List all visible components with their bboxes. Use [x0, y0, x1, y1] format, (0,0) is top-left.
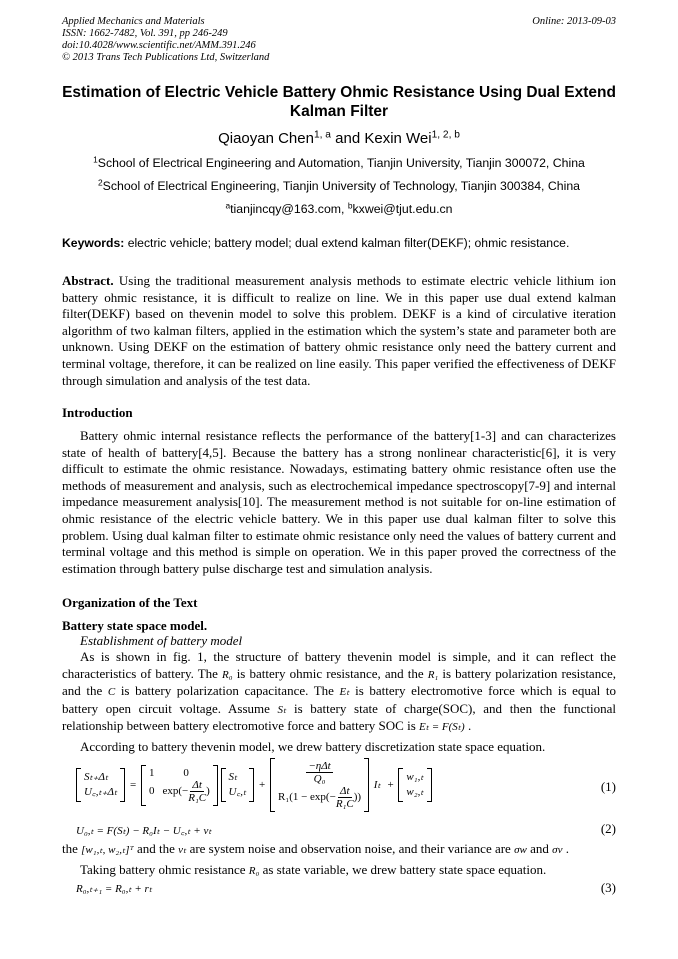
- exp-close: ): [206, 784, 210, 797]
- math-c: C: [107, 686, 116, 699]
- text-run: is battery electromotive force which is equal to battery open circuit voltage. Assume: [62, 683, 616, 716]
- fraction-den: Q₀: [313, 773, 326, 785]
- model-paragraph-2: According to battery thevenin model, we drew battery discretization state space equation.: [80, 739, 546, 754]
- affiliation-1-text: School of Electrical Engineering and Automation, Tianjin University, Tianjin 300072, China: [97, 156, 585, 170]
- subsubsection-heading: Establishment of battery model: [80, 633, 243, 648]
- equation-2: U₀,ₜ = F(Sₜ) − R₀Iₜ − U꜀,ₜ + vₜ: [76, 825, 212, 837]
- matrix-cell: 0: [148, 785, 155, 797]
- math-v: vₜ: [178, 844, 187, 856]
- text-run: is battery polarization resistance, and the: [62, 665, 616, 699]
- math-w: [w₁,ₜ, w₂,ₜ]ᵀ: [81, 844, 134, 856]
- fraction: [336, 785, 354, 810]
- math-r0: R₀: [248, 865, 260, 877]
- text-run: the: [62, 841, 82, 856]
- issn-line: ISSN: 1662-7482, Vol. 391, pp 246-249: [62, 28, 228, 39]
- fraction: [188, 779, 206, 804]
- fraction-den: R₁C: [335, 798, 354, 810]
- matrix-cell: U꜀,ₜ₊Δₜ: [84, 786, 118, 798]
- equation-1: [76, 758, 432, 812]
- math-st: Sₜ: [277, 703, 287, 716]
- org-heading: Organization of the Text: [62, 595, 198, 610]
- author-1-sup: 1, a: [313, 129, 331, 141]
- matrix-cell: [278, 785, 361, 810]
- text-run: is battery ohmic resistance, and the: [232, 665, 428, 681]
- doi-line: doi:10.4028/www.scientific.net/AMM.391.246: [62, 40, 256, 51]
- math-sigma-v: σv: [552, 844, 563, 856]
- emails: [62, 202, 616, 216]
- matrix-cell: w₁,ₜ: [406, 771, 424, 783]
- ohmic-paragraph: [62, 862, 616, 880]
- equation-3-number: (3): [600, 880, 616, 895]
- text-run: is battery state of charge(SOC), and then the functional relationship between battery electromotive force and battery SOC is: [62, 700, 616, 734]
- text-run: as state variable, we drew battery state space equation.: [259, 862, 547, 877]
- matrix-lhs: [76, 768, 125, 802]
- text-run: is battery polarization capacitance. The: [115, 683, 340, 699]
- text-run: As is shown in fig. 1, the structure of battery thevenin model is simple, and it can reflect the characteristics of battery. The: [62, 649, 616, 681]
- email-b: kxwei@tjut.edu.cn: [352, 202, 453, 216]
- matrix-cell: 0: [183, 766, 189, 779]
- matrix-cell: 1: [148, 766, 155, 779]
- equals-sign: =: [130, 778, 137, 791]
- keywords: [62, 236, 616, 250]
- matrix-state: [221, 768, 255, 802]
- math-et-func: Eₜ = F(Sₜ): [419, 721, 465, 734]
- current-it: Iₜ: [373, 778, 381, 791]
- text-run: .: [464, 718, 472, 734]
- math-r1: R₁: [427, 668, 439, 681]
- affiliation-1: [62, 156, 616, 170]
- keywords-text: electric vehicle; battery model; dual extend kalman filter(DEKF); ohmic resistance.: [124, 236, 570, 250]
- text-run: and: [526, 841, 553, 856]
- model-paragraph: [62, 649, 616, 736]
- abstract-text: Using the traditional measurement analysis methods to estimate electric vehicle lithium ion battery ohmic resistance, it is difficult to realize on line. We in this paper use dual extend kalman filter(DEKF) based on thevenin model to solve this problem. DEKF is a kind of circulative iteration algorithm of two kalman filters, applied in the estimation which the system’s state and parameter both are unknown. Using DEKF on the estimation of battery ohmic resistance only need the battery current and terminal voltage, therefore, it can be realized on line easily. This paper verified the effectiveness of DEKF through simulation and analysis of the test data.: [62, 273, 616, 388]
- affiliation-2-sup: 2: [97, 177, 103, 188]
- affiliation-2: [62, 179, 616, 193]
- affiliation-1-sup: 1: [93, 154, 98, 165]
- equation-1-number: (1): [600, 779, 616, 794]
- fraction: [306, 760, 332, 785]
- author-line: [62, 130, 616, 147]
- paper-title: Estimation of Electric Vehicle Battery Ohmic Resistance Using Dual Extend Kalman Filter: [62, 84, 616, 120]
- fraction-den: R₁C: [188, 791, 207, 804]
- matrix-cell: Sₜ: [228, 771, 238, 783]
- intro-text: Battery ohmic internal resistance reflects the performance of the battery[1-3] and can characterizes state of health of battery[4,5]. Because the battery has a strong nonlinear characteristic[6], it is very difficult to estimate the ohmic resistance. Nowadays, estimating battery ohmic resistance often use the methods of measurement and analysis, such as electrochemical impedance spectroscopy[7-9] and internal impedance measurement analysis[10]. The measurement method is not suitable for on-line estimation of ohmic resistance of the electric vehicle battery. We in this paper use dual kalman filter to solve this problem. Using dual kalman filter to estimate ohmic resistance only need the values of battery current and terminal voltage and this method is simple on operation. We in this paper proved the correctness of the estimation through battery pulse discharge test and simulation analysis.: [62, 428, 616, 576]
- matrix-w: [398, 768, 431, 802]
- email-a-sup: a: [225, 200, 231, 211]
- text-run: .: [562, 841, 569, 856]
- matrix-cell: Sₜ₊Δₜ: [84, 771, 109, 783]
- exp-open: exp(−: [162, 784, 189, 797]
- keywords-label: Keywords:: [62, 236, 125, 250]
- email-b-sup: b: [347, 200, 353, 211]
- author-2-sup: 1, 2, b: [431, 129, 460, 141]
- matrix-b: [270, 758, 369, 812]
- text-run: are system noise and observation noise, and their variance are: [186, 841, 515, 856]
- abstract-label: Abstract.: [62, 273, 114, 288]
- equation-3: R₀,ₜ₊₁ = R₀,ₜ + rₜ: [76, 883, 153, 895]
- email-a: tianjincqy@163.com,: [230, 202, 348, 216]
- author-2: Kexin Wei: [364, 130, 432, 147]
- math-r0: R₀: [222, 668, 233, 681]
- math-et: Eₜ: [339, 686, 350, 699]
- author-1: Qiaoyan Chen: [218, 130, 314, 147]
- matrix-cell: U꜀,ₜ: [228, 786, 247, 798]
- matrix-cell: [162, 779, 209, 804]
- equation-2-number: (2): [600, 821, 616, 836]
- math-sigma-w: σw: [514, 844, 527, 856]
- noise-paragraph: [62, 841, 616, 859]
- exp-open: R₁(1 − exp(−: [278, 791, 336, 804]
- matrix-a: [141, 765, 218, 806]
- journal-header: [62, 16, 269, 64]
- plus-sign: +: [387, 778, 394, 791]
- text-run: and the: [133, 841, 179, 856]
- text-run: Taking battery ohmic resistance: [80, 862, 249, 877]
- copyright-line: © 2013 Trans Tech Publications Ltd, Switzerland: [62, 52, 270, 63]
- journal-name: Applied Mechanics and Materials: [62, 16, 205, 27]
- abstract: [62, 273, 616, 389]
- matrix-cell: w₂,ₜ: [406, 786, 424, 798]
- plus-sign: +: [259, 778, 266, 791]
- author-and: and: [330, 130, 365, 147]
- fraction-num: Δt: [192, 778, 202, 791]
- subsection-heading: Battery state space model.: [62, 618, 208, 633]
- online-date: Online: 2013-09-03: [532, 16, 616, 27]
- exp-close: )): [353, 791, 362, 804]
- affiliation-2-text: School of Electrical Engineering, Tianjin University of Technology, Tianjin 300384, China: [102, 179, 580, 193]
- fraction-num: −ηΔt: [308, 760, 331, 772]
- intro-heading: Introduction: [62, 405, 133, 420]
- fraction-num: Δt: [340, 785, 350, 797]
